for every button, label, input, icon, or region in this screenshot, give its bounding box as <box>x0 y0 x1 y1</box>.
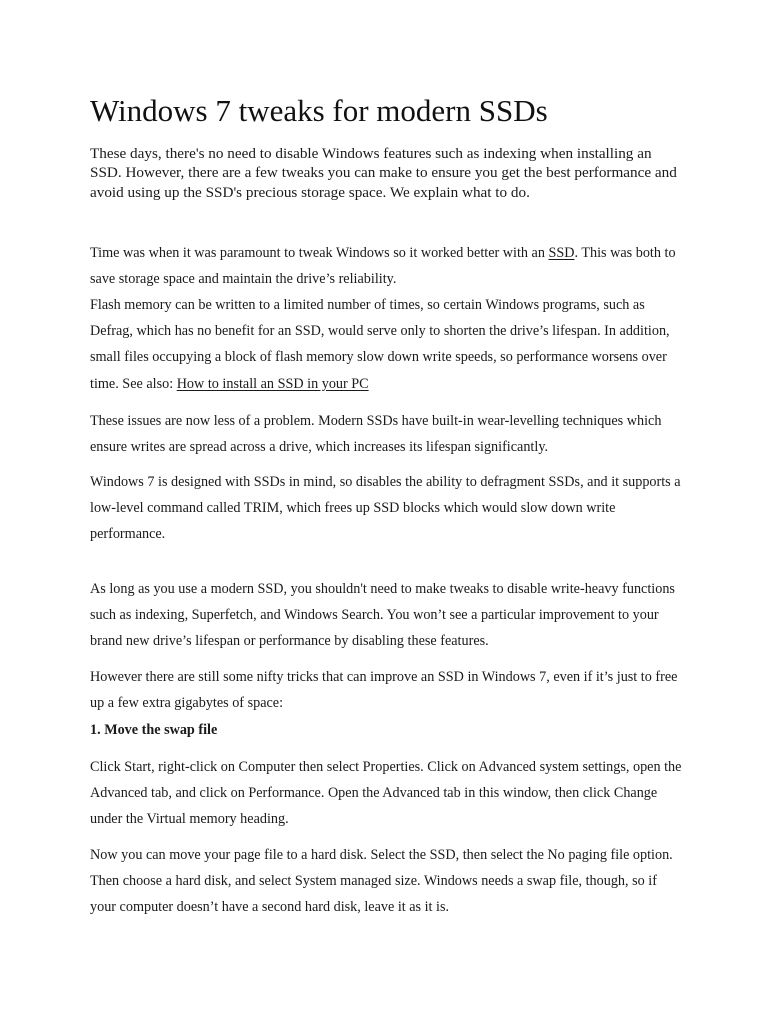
paragraph-1 <box>90 240 682 292</box>
ssd-link[interactable]: SSD <box>548 245 575 261</box>
paragraph-2-text: Flash memory can be written to a limited number of times, so certain Windows programs, such as Defrag, which has no benefit for an SSD, would serve only to shorten the drive’s lifespan. In addition, small files occupying a block of flash memory slow down write speeds, so performance worsens over time. See also: <box>90 297 670 392</box>
article-title: Windows 7 tweaks for modern SSDs <box>90 93 548 128</box>
paragraph-4: Windows 7 is designed with SSDs in mind, so disables the ability to defragment SSDs, and it supports a low-level command called TRIM, which frees up SSD blocks which would slow down write performance. <box>90 474 681 543</box>
paragraph-3: These issues are now less of a problem. Modern SSDs have built-in wear-levelling techniques which ensure writes are spread across a drive, which increases its lifespan significantly. <box>90 413 662 456</box>
paragraph-7: Click Start, right-click on Computer then select Properties. Click on Advanced system settings, open the Advanced tab, and click on Performance. Open the Advanced tab in this window, then click Change under the Virtual memory heading. <box>90 759 682 828</box>
section-heading-move-swap-file: 1. Move the swap file <box>90 722 218 738</box>
paragraph-2 <box>90 292 682 397</box>
install-ssd-link[interactable]: How to install an SSD in your PC <box>176 375 369 392</box>
paragraph-5: As long as you use a modern SSD, you shouldn't need to make tweaks to disable write-heavy functions such as indexing, Superfetch, and Windows Search. You won’t see a particular improvement to your brand new drive’s lifespan or performance by disabling these features. <box>90 581 675 650</box>
paragraph-8: Now you can move your page file to a hard disk. Select the SSD, then select the No paging file option. Then choose a hard disk, and select System managed size. Windows needs a swap file, though, so if your computer doesn’t have a second hard disk, leave it as it is. <box>90 847 673 916</box>
article-intro: These days, there's no need to disable Windows features such as indexing when installing an SSD. However, there are a few tweaks you can make to ensure you get the best performance and avoid using up the SSD's precious storage space. We explain what to do. <box>90 145 677 201</box>
paragraph-1-text-start: Time was when it was paramount to tweak Windows so it worked better with an <box>90 245 549 261</box>
paragraph-6: However there are still some nifty tricks that can improve an SSD in Windows 7, even if it’s just to free up a few extra gigabytes of space: <box>90 669 678 712</box>
paragraph-1-text-end: . This was both to save storage space and maintain the drive’s reliability. <box>90 245 676 288</box>
